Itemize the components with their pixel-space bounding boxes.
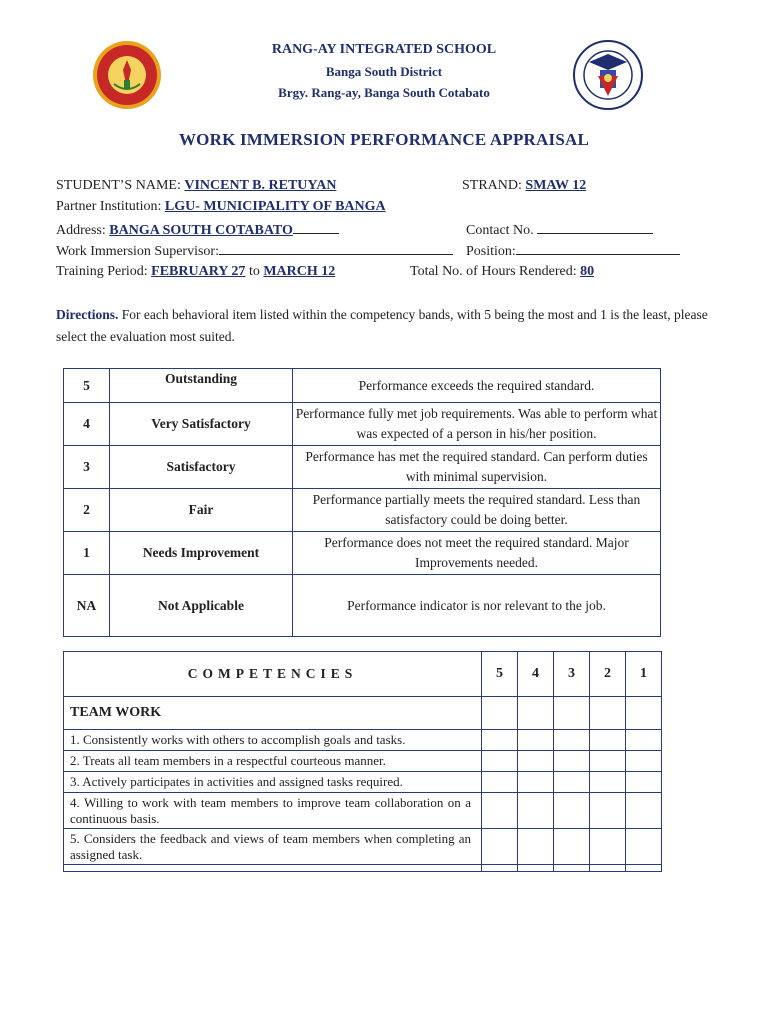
rating-row — [64, 532, 661, 575]
rating-cell[interactable] — [554, 697, 590, 730]
page-title: WORK IMMERSION PERFORMANCE APPRAISAL — [178, 130, 589, 149]
contact-label: Contact No. — [466, 223, 534, 238]
rating-label: Needs Improvement — [110, 532, 293, 575]
rating-description: Performance has met the required standard. Can perform duties with minimal supervision. — [293, 446, 661, 489]
rating-row — [64, 575, 661, 637]
rating-score: NA — [64, 575, 110, 637]
competencies-header-row — [64, 652, 662, 697]
rating-cell[interactable] — [626, 751, 662, 772]
rating-cell[interactable] — [554, 829, 590, 865]
rating-row — [64, 403, 661, 446]
hours-label: Total No. of Hours Rendered: — [410, 264, 577, 279]
rating-cell[interactable] — [626, 730, 662, 751]
student-name-row — [56, 178, 336, 194]
student-name-value: VINCENT B. RETUYAN — [184, 178, 337, 193]
rating-cell[interactable] — [482, 829, 518, 865]
rating-cell[interactable] — [518, 772, 554, 793]
competency-row — [64, 751, 662, 772]
rating-cell[interactable] — [626, 829, 662, 865]
address-blank — [293, 221, 339, 234]
scale-4-header: 4 — [518, 652, 554, 697]
student-name-label: STUDENT’S NAME: — [56, 178, 181, 193]
rating-row — [64, 489, 661, 532]
rating-cell[interactable] — [554, 751, 590, 772]
contact-row — [466, 221, 653, 239]
training-to-word: to — [248, 264, 260, 279]
address-value: BANGA SOUTH COTABATO — [109, 223, 293, 238]
rating-score: 5 — [64, 369, 110, 403]
competencies-table — [63, 651, 662, 872]
training-from: FEBRUARY 27 — [151, 264, 246, 279]
rating-cell[interactable] — [482, 793, 518, 829]
address-label: Address: — [56, 223, 106, 238]
position-row — [466, 242, 680, 260]
training-row — [56, 264, 335, 280]
rating-label: Not Applicable — [110, 575, 293, 637]
rating-description: Performance partially meets the required standard. Less than satisfactory could be doing better. — [293, 489, 661, 532]
rating-cell[interactable] — [590, 751, 626, 772]
supervisor-blank[interactable] — [219, 242, 453, 255]
strand-row — [462, 178, 586, 194]
directions-label: Directions. — [56, 307, 119, 322]
training-label: Training Period: — [56, 264, 148, 279]
rating-score: 1 — [64, 532, 110, 575]
partner-label: Partner Institution: — [56, 199, 162, 214]
strand-label: STRAND: — [462, 178, 522, 193]
rating-cell[interactable] — [590, 829, 626, 865]
competency-item: 2. Treats all team members in a respectful courteous manner. — [64, 751, 482, 772]
spacer-row — [64, 865, 662, 872]
address-row — [56, 221, 339, 239]
competency-item: 4. Willing to work with team members to improve team collaboration on a continuous basis. — [64, 793, 482, 829]
section-row — [64, 697, 662, 730]
competency-item: 3. Actively participates in activities and assigned tasks required. — [64, 772, 482, 793]
contact-blank[interactable] — [537, 221, 653, 234]
rating-description: Performance fully met job requirements. Was able to perform what was expected of a person in his/her position. — [293, 403, 661, 446]
rating-cell[interactable] — [482, 697, 518, 730]
scale-1-header: 1 — [626, 652, 662, 697]
scale-5-header: 5 — [482, 652, 518, 697]
rating-cell[interactable] — [590, 730, 626, 751]
partner-value: LGU- MUNICIPALITY OF BANGA — [164, 199, 386, 214]
rating-description: Performance indicator is nor relevant to the job. — [293, 575, 661, 637]
position-label: Position: — [466, 244, 516, 259]
section-team-work: TEAM WORK — [64, 697, 482, 730]
competency-row — [64, 772, 662, 793]
school-district: Banga South District — [325, 64, 443, 79]
rating-cell[interactable] — [518, 829, 554, 865]
spacer-cell — [554, 865, 590, 872]
hours-row — [410, 264, 594, 280]
scale-3-header: 3 — [554, 652, 590, 697]
rating-cell[interactable] — [482, 751, 518, 772]
school-address: Brgy. Rang-ay, Banga South Cotabato — [278, 85, 490, 100]
rating-row — [64, 446, 661, 489]
rating-cell[interactable] — [482, 730, 518, 751]
rating-label: Fair — [110, 489, 293, 532]
rating-score: 4 — [64, 403, 110, 446]
rating-score: 3 — [64, 446, 110, 489]
position-blank[interactable] — [516, 242, 680, 255]
rating-score: 2 — [64, 489, 110, 532]
partner-row — [56, 199, 386, 215]
rating-cell[interactable] — [626, 697, 662, 730]
spacer-cell — [626, 865, 662, 872]
rating-description: Performance does not meet the required standard. Major Improvements needed. — [293, 532, 661, 575]
strand-value: SMAW 12 — [525, 178, 587, 193]
school-name: RANG-AY INTEGRATED SCHOOL — [271, 42, 497, 57]
rating-cell[interactable] — [590, 697, 626, 730]
rating-cell[interactable] — [590, 772, 626, 793]
spacer-cell — [482, 865, 518, 872]
hours-value: 80 — [580, 264, 595, 279]
rating-cell[interactable] — [554, 793, 590, 829]
rating-cell[interactable] — [626, 772, 662, 793]
rating-label: Satisfactory — [110, 446, 293, 489]
rating-label: Very Satisfactory — [110, 403, 293, 446]
rating-cell[interactable] — [482, 772, 518, 793]
competency-row — [64, 793, 662, 829]
competency-item: 1. Consistently works with others to accomplish goals and tasks. — [64, 730, 482, 751]
directions-text: For each behavioral item listed within the competency bands, with 5 being the most and 1 is the least, please select the evaluation most suited. — [56, 307, 708, 344]
rating-cell[interactable] — [554, 772, 590, 793]
rating-cell[interactable] — [518, 751, 554, 772]
competency-row — [64, 730, 662, 751]
rating-cell[interactable] — [590, 793, 626, 829]
rating-scale-table — [63, 368, 661, 637]
training-to: MARCH 12 — [263, 264, 336, 279]
spacer-cell — [590, 865, 626, 872]
competency-row — [64, 829, 662, 865]
rating-cell[interactable] — [518, 730, 554, 751]
rating-cell[interactable] — [518, 697, 554, 730]
supervisor-label: Work Immersion Supervisor: — [56, 244, 219, 259]
rating-cell[interactable] — [518, 793, 554, 829]
rating-row — [64, 369, 661, 403]
rating-label: Outstanding — [110, 369, 293, 403]
spacer-cell — [64, 865, 482, 872]
competency-item: 5. Considers the feedback and views of team members when completing an assigned task. — [64, 829, 482, 865]
scale-2-header: 2 — [590, 652, 626, 697]
spacer-cell — [518, 865, 554, 872]
rating-cell[interactable] — [626, 793, 662, 829]
competencies-header: COMPETENCIES — [64, 652, 482, 697]
rating-description: Performance exceeds the required standard. — [293, 369, 661, 403]
supervisor-row — [56, 242, 453, 260]
directions — [56, 304, 712, 348]
rating-cell[interactable] — [554, 730, 590, 751]
